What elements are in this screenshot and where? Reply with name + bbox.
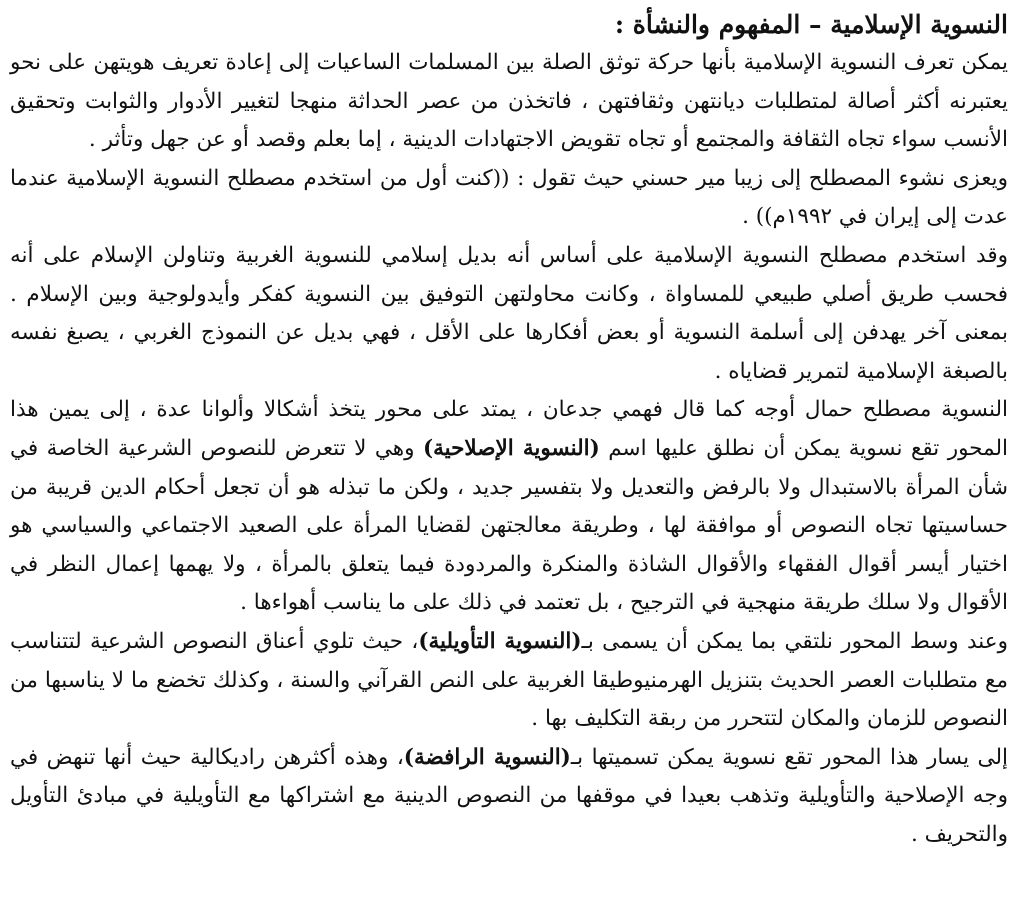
bold-term: (النسوية التأويلية) — [418, 628, 582, 654]
paragraph-text: ويعزى نشوء المصطلح إلى زيبا مير حسني حيث تقول : ((كنت أول من استخدم مصطلح النسوية الإسلامية عندما عدت إلى إيران في ١٩٩٢م)) . — [10, 165, 1008, 230]
bold-term: (النسوية الإصلاحية) — [422, 435, 600, 461]
paragraph-text: يمكن تعرف النسوية الإسلامية بأنها حركة توثق الصلة بين المسلمات الساعيات إلى إعادة تعريف هويتهن على نحو يعتبرنه أكثر أصالة لمتطلبات ديانتهن وثقافتهن ، فاتخذن من عصر الحداثة منهجا لتغيير الأدوار والثوابت وتحقيق الأنسب سواء تجاه الثقافة والمجتمع أو تجاه تقويض الاجتهادات الدينية ، إما بعلم وقصد أو عن جهل وتأثر . — [10, 50, 1008, 153]
paragraph-text: النسوية مصطلح حمال أوجه كما قال فهمي جدعان ، يمتد على محور يتخذ أشكالا وألوانا عدة ، إلى يمين هذا المحور تقع نسوية يمكن أن نطلق عليها اسم — [10, 397, 1009, 461]
paragraph-text: ، حيث تلوي أعناق النصوص الشرعية لتتناسب مع متطلبات العصر الحديث بتنزيل الهرمنيوطيقا الغربية على النص القرآني والسنة ، وكذلك تخضع ما لا يناسبها من النصوص للزمان والمكان لتتحرر من ربقة التكليف بها . — [10, 628, 1008, 732]
paragraph-text: إلى يسار هذا المحور تقع نسوية يمكن تسميتها بـ — [570, 744, 1008, 770]
bold-term: (النسوية الرافضة) — [403, 744, 571, 770]
document-body — [10, 44, 1008, 854]
document-page — [0, 6, 1020, 918]
paragraph-text: وعند وسط المحور نلتقي بما يمكن أن يسمى بـ — [581, 628, 1008, 654]
paragraph — [10, 160, 1008, 237]
paragraph — [10, 623, 1008, 739]
paragraph-text: وهي لا تتعرض للنصوص الشرعية الخاصة في شأن المرأة بالاستبدال ولا بالرفض والتعديل ولا بتفسير جديد ، ولكن ما تبذله هو أن تجعل أحكام الدين قريبة من حساسيتها تجاه النصوص أو موافقة لها ، وطريقة معالجتهن لقضايا المرأة على الصعيد الاجتماعي والسياسي هو اختيار أيسر أقوال الفقهاء والأقوال الشاذة والمنكرة والمردودة فيما يتعلق بالمرأة ، ولا يهمها إعمال النظر في الأقوال ولا سلك طريقة منهجية في الترجيح ، بل تعتمد في ذلك على ما يناسب أهواءها . — [10, 435, 1008, 616]
paragraph — [10, 237, 1008, 391]
paragraph — [10, 391, 1008, 623]
paragraph — [10, 44, 1008, 160]
paragraph-text: ، وهذه أكثرهن راديكالية حيث أنها تنهض في وجه الإصلاحية والتأويلية وتذهب بعيدا في موقفها من النصوص الدينية مع اشتراكها مع التأويلية في مبادئ التأويل والتحريف . — [10, 744, 1008, 847]
paragraph-text: وقد استخدم مصطلح النسوية الإسلامية على أساس أنه بديل إسلامي للنسوية الغربية وتناولن الإسلام على أنه فحسب طريق أصلي طبيعي للمساواة ، وكانت محاولتهن التوفيق بين النسوية كفكر وأيدولوجية وبين الإسلام . بمعنى آخر يهدفن إلى أسلمة النسوية أو بعض أفكارها على الأقل ، فهي بديل عن النموذج الغربي ، يصبغ نفسه بالصبغة الإسلامية لتمرير قضاياه . — [10, 242, 1008, 384]
document-title: النسوية الإسلامية – المفهوم والنشأة : — [614, 10, 1008, 39]
paragraph — [10, 739, 1008, 855]
